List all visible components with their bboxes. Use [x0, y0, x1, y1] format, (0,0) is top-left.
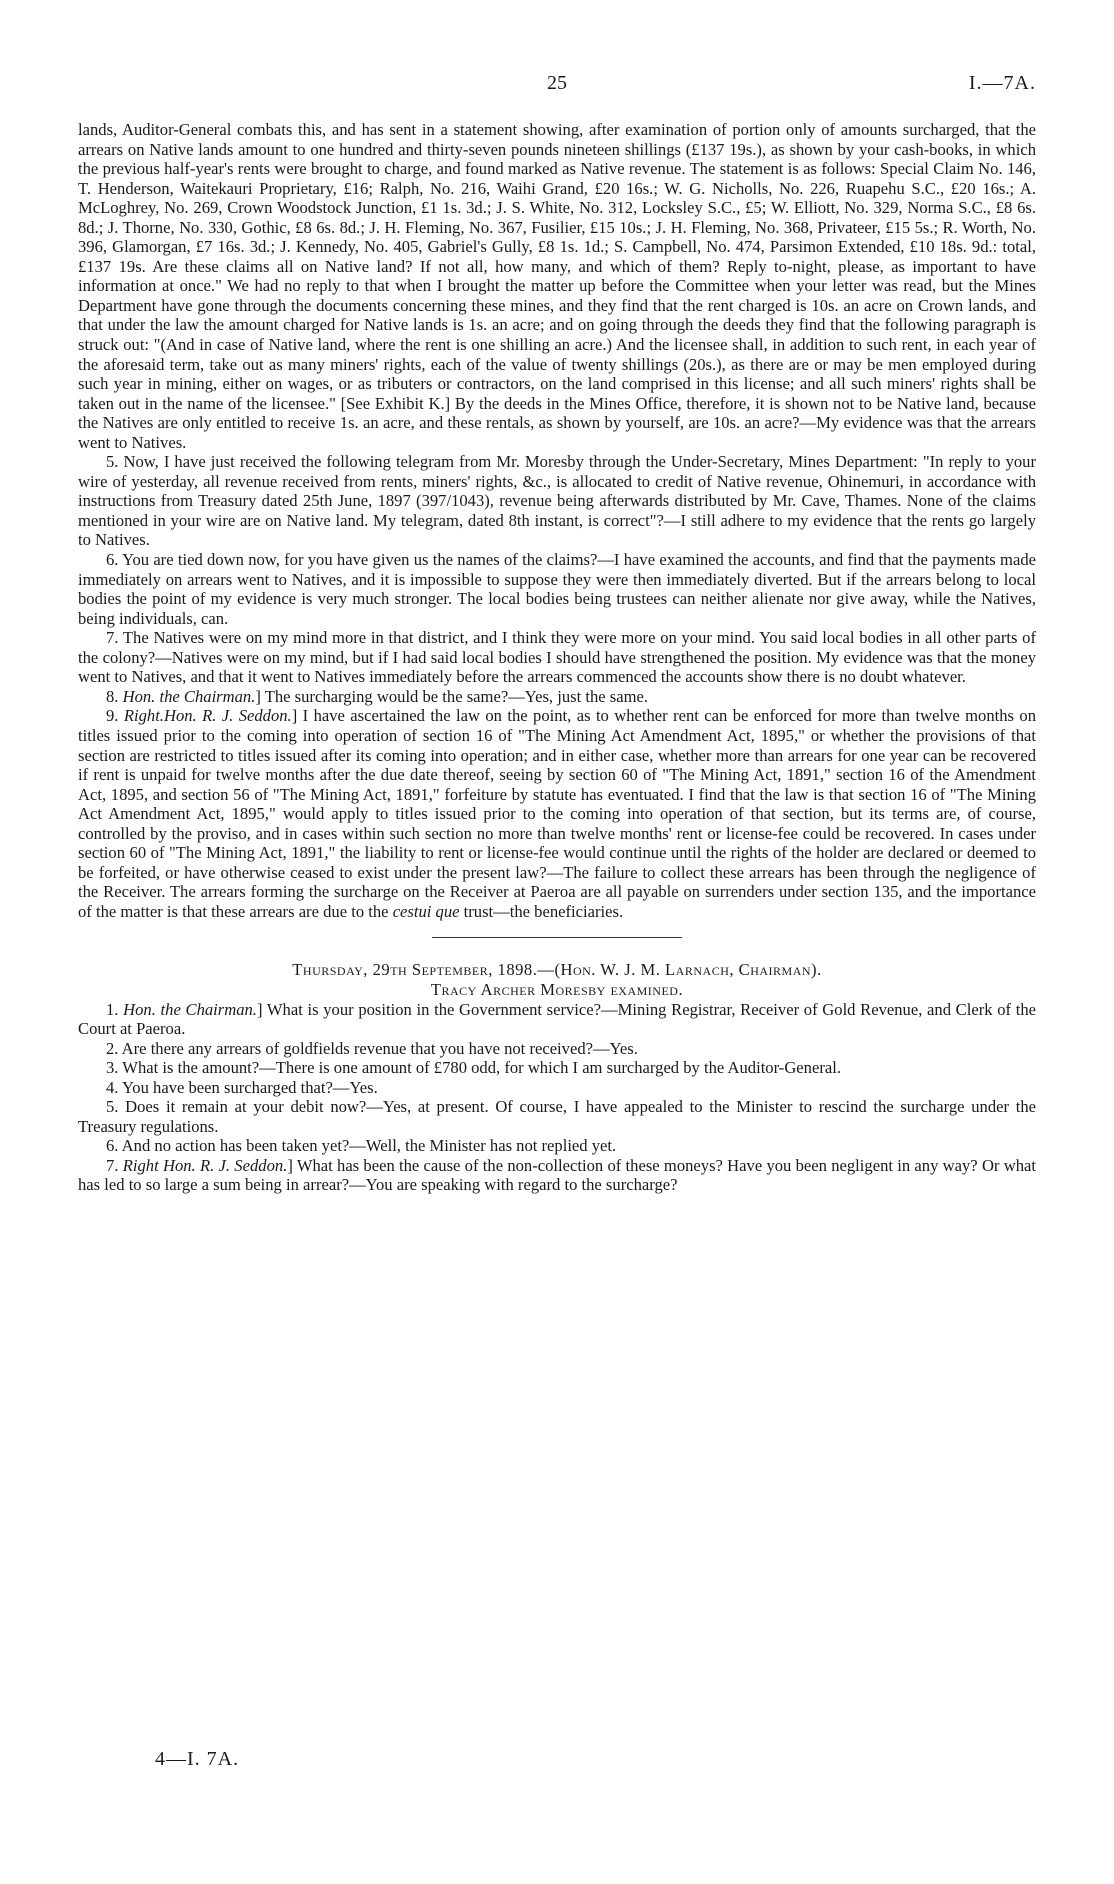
paragraph-9-text: ] I have ascertained the law on the point, as to whether rent can be enforced for more than twelve months on titles issued prior to the coming into operation of section 16 of "The Mining Act Amendment Act, 1895," or whether the provisions of that section are restricted to titles issued after its coming into operation; and in either case, whether more than arrears for one year can be recovered if rent is unpaid for twelve months after the due date thereof, seeing by section 60 of "The Mining Act, 1891," section 16 of the Amendment Act, 1895, and section 56 of "The Mining Act, 1891," forfeiture by statute has eventuated. I find that the law is that section 16 of "The Mining Act Amendment Act, 1895," would apply to titles issued prior to the coming into operation of that section, but its terms are, of course, controlled by the proviso, and in cases within such section no more than twelve months' rent or license-fee could be recovered. In cases under section 60 of "The Mining Act, 1891," the liability to rent or license-fee would continue until the rights of the holder are declared or deemed to be forfeited, or have otherwise ceased to exist under the present law?—The failure to collect these arrears has been through the negligence of the Receiver. The arrears forming the surcharge on the Receiver at Paeroa are all payable on surrenders under section 135, and the importance of the matter is that these arrears are due to the	[78, 706, 1036, 921]
page-header	[78, 72, 1036, 96]
paragraph-continuation: lands, Auditor-General combats this, and has sent in a statement showing, after examination of portion only of amounts surcharged, that the arrears on Native lands amount to one hundred and thirty-seven pounds nineteen shillings (£137 19s.), as shown by your cash-books, in which the previous half-year's rents were brought to charge, and found marked as Native revenue. The statement is as follows: Special Claim No. 146, T. Henderson, Waitekauri Proprietary, £16; Ralph, No. 216, Waihi Grand, £20 16s.; W. G. Nicholls, No. 226, Ruapehu S.C., £20 16s.; A. McLoghrey, No. 269, Crown Woodstock Junction, £1 1s. 3d.; J. S. White, No. 312, Locksley S.C., £5; W. Elliott, No. 329, Norma S.C., £8 6s. 8d.; J. Thorne, No. 330, Gothic, £8 6s. 8d.; J. H. Fleming, No. 367, Fusilier, £15 10s.; J. H. Fleming, No. 368, Privateer, £15 5s.; R. Worth, No. 396, Glamorgan, £7 16s. 3d.; J. Kennedy, No. 405, Gabriel's Gully, £8 1s. 1d.; S. Campbell, No. 474, Parsimon Extended, £10 18s. 9d.: total, £137 19s. Are these claims all on Native land? If not all, how many, and which of them? Reply to-night, please, as important to have information at once." We had no reply to that when I brought the matter up before the Committee when your letter was read, but the Mines Department have gone through the documents concerning these mines, and they find that the rent charged is 10s. an acre on Crown lands, and that under the law the amount charged for Native lands is 1s. an acre; and on going through the deeds they find that the following paragraph is struck out: "(And in case of Native land, where the rent is one shilling an acre.) And the licensee shall, in addition to such rent, in each year of the aforesaid term, take out as many miners' rights, each of the value of twenty shillings (20s.), as there are or may be men employed during such year in mining, either on wages, or as tributers or contractors, on the land comprised in this license; and all such miners' rights shall be taken out in the name of the licensee." [See Exhibit K.] By the deeds in the Mines Office, therefore, it is shown not to be Native land, because the Natives are only entitled to receive 1s. an acre, and these rentals, as shown by yourself, are 10s. an acre?—My evidence was that the arrears went to Natives.	[78, 120, 1036, 452]
signature-mark: 4—I. 7A.	[155, 1748, 240, 1770]
witness-heading: Tracy Archer Moresby examined.	[430, 979, 684, 999]
question-1	[78, 1000, 1036, 1039]
question-1-speaker: Hon. the Chairman.	[123, 999, 257, 1019]
question-1-text: ] What is your position in the Government service?—Mining Registrar, Receiver of Gold Revenue, and Clerk of the Court at Paeroa.	[78, 999, 1037, 1039]
question-4: 4. You have been surcharged that?—Yes.	[106, 1077, 378, 1097]
paragraph-9-end: trust—the beneficiaries.	[459, 901, 624, 921]
question-7-text: ] What has been the cause of the non-collection of these moneys? Have you been negligent in any way? Or what has led to so large a sum being in arrear?—You are speaking with regard to the surcharge?	[78, 1155, 1036, 1195]
paragraph-9-number: 9.	[106, 706, 119, 726]
paragraph-8-text: ] The surcharging would be the same?—Yes, just the same.	[255, 686, 649, 706]
paragraph-9-italic: cestui que	[392, 901, 460, 921]
session-date-heading: Thursday, 29th September, 1898.—(Hon. W. J. M. Larnach, Chairman).	[292, 960, 822, 980]
paragraph-8-number: 8.	[106, 686, 119, 706]
question-3: 3. What is the amount?—There is one amount of £780 odd, for which I am surcharged by the Auditor-General.	[106, 1058, 841, 1078]
question-2: 2. Are there any arrears of goldfields revenue that you have not received?—Yes.	[106, 1038, 638, 1058]
question-7-speaker: Right Hon. R. J. Seddon.	[122, 1155, 288, 1175]
page-number: 25	[547, 72, 567, 94]
document-reference: I.—7A.	[968, 72, 1036, 94]
section-divider	[432, 937, 682, 938]
paragraph-5: 5. Now, I have just received the following telegram from Mr. Moresby through the Under-Secretary, Mines Department: "In reply to your wire of yesterday, all revenue received from rents, miners' rights, &c., is allocated to credit of Native revenue, Ohinemuri, in accordance with instructions from Treasury dated 25th June, 1897 (397/1043), revenue being afterwards distributed by Mr. Cave, Thames. None of the claims mentioned in your wire are on Native land. My telegram, dated 8th instant, is correct"?—I still adhere to my evidence that the rents go largely to Natives.	[78, 452, 1036, 550]
paragraph-8-speaker: Hon. the Chairman.	[122, 686, 256, 706]
paragraph-9-speaker: Right.Hon. R. J. Seddon.	[123, 706, 292, 726]
paragraph-6: 6. You are tied down now, for you have given us the names of the claims?—I have examined the accounts, and find that the payments made immediately on arrears went to Natives, and it is impossible to suppose they were then immediately diverted. But if the arrears belong to local bodies the point of my evidence is very much stronger. The local bodies being trustees can neither alienate nor give away, while the Natives, being individuals, can.	[78, 550, 1036, 628]
body-text	[78, 120, 1036, 1195]
question-6: 6. And no action has been taken yet?—Well, the Minister has not replied yet.	[106, 1136, 617, 1156]
question-5: 5. Does it remain at your debit now?—Yes, at present. Of course, I have appealed to the Minister to rescind the surcharge under the Treasury regulations.	[78, 1097, 1036, 1136]
question-1-number: 1.	[106, 999, 119, 1019]
question-7	[78, 1156, 1036, 1195]
paragraph-9	[78, 706, 1036, 921]
question-7-number: 7.	[106, 1155, 119, 1175]
paragraph-7: 7. The Natives were on my mind more in that district, and I think they were more on your mind. You said local bodies in all other parts of the colony?—Natives were on my mind, but if I had said local bodies I should have strengthened the position. My evidence was that the money went to Natives, and that it went to Natives immediately before the arrears commenced the accounts show there is no doubt whatever.	[78, 628, 1036, 687]
paragraph-8	[78, 687, 1036, 707]
